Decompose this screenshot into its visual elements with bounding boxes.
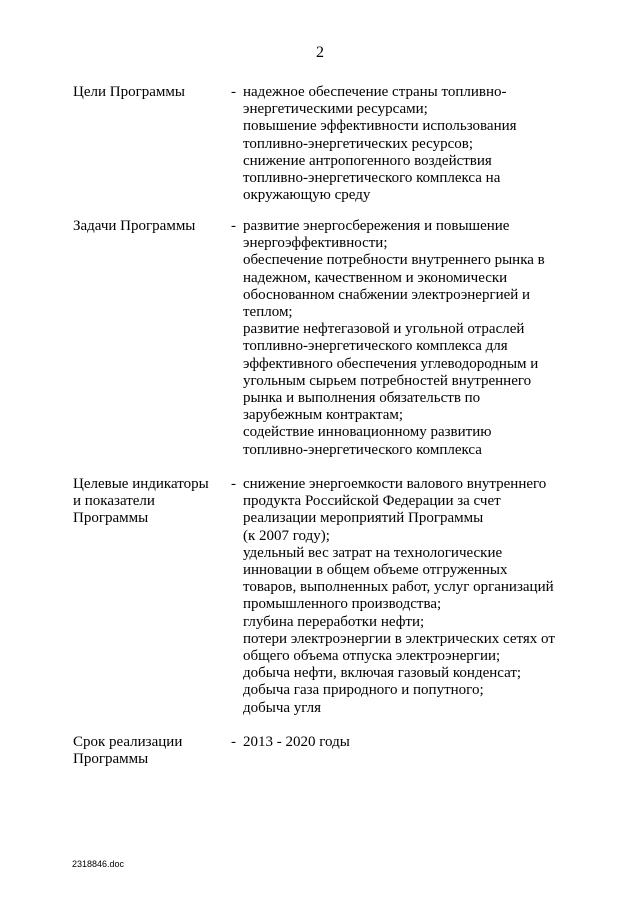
label-line: и показатели (73, 493, 155, 510)
text-line: повышение эффективности использования (243, 118, 517, 135)
text-line: обоснованном снабжении электроэнергией и (243, 286, 531, 303)
label-line: Цели Программы (73, 84, 185, 100)
text-line: энергетическими ресурсами; (243, 101, 428, 118)
section-text (243, 476, 573, 717)
section-label (73, 218, 223, 235)
text-line: удельный вес затрат на технологические (243, 544, 503, 561)
text-line: угольным сырьем потребностей внутреннего (243, 372, 532, 389)
dash: - (231, 84, 236, 100)
text-line: снижение энергоемкости валового внутреннего (243, 476, 547, 492)
text-line: содействие инновационному развитию (243, 424, 492, 441)
dash: - (231, 734, 236, 750)
section-label (73, 476, 223, 528)
text-line: рынка и выполнения обязательств по (243, 390, 481, 407)
text-line: 2013 - 2020 годы (243, 734, 350, 750)
text-line: окружающую среду (243, 187, 371, 204)
label-line: Срок реализации (73, 734, 183, 750)
section-label (73, 734, 223, 768)
text-line: снижение антропогенного воздействия (243, 152, 492, 169)
text-line: топливно-энергетического комплекса для (243, 338, 508, 355)
text-line: продукта Российской Федерации за счет (243, 493, 501, 510)
label-line: Задачи Программы (73, 218, 196, 234)
section-text (243, 84, 573, 204)
text-line: общего объема отпуска электроэнергии; (243, 648, 501, 665)
text-line: инновации в общем объеме отгруженных (243, 562, 508, 579)
text-line: зарубежным контрактам; (243, 407, 404, 424)
text-line: промышленного производства; (243, 596, 442, 613)
dash: - (231, 218, 236, 234)
text-line: добыча угля (243, 699, 322, 716)
section-label (73, 84, 223, 101)
text-line: развитие нефтегазовой и угольной отраслей (243, 321, 525, 338)
dash: - (231, 476, 236, 492)
file-name-footer: 2318846.doc (72, 859, 125, 869)
text-line: добыча нефти, включая газовый конденсат; (243, 665, 522, 682)
text-line: обеспечение потребности внутреннего рынка в (243, 252, 545, 269)
text-line: эффективного обеспечения углеводородным и (243, 355, 539, 372)
text-line: топливно-энергетических ресурсов; (243, 135, 474, 152)
text-line: топливно-энергетического комплекса (243, 441, 482, 458)
text-line: (к 2007 году); (243, 527, 330, 544)
text-line: товаров, выполненных работ, услуг организаций (243, 579, 554, 596)
text-line: надежное обеспечение страны топливно- (243, 84, 507, 100)
section-text (243, 218, 573, 459)
text-line: потери электроэнергии в электрических сетях от (243, 630, 555, 647)
label-line: Целевые индикаторы (73, 476, 209, 492)
text-line: энергоэффективности; (243, 235, 388, 252)
text-line: топливно-энергетического комплекса на (243, 170, 501, 187)
text-line: глубина переработки нефти; (243, 613, 425, 630)
text-line: развитие энергосбережения и повышение (243, 218, 510, 234)
label-line: Программы (73, 510, 149, 527)
text-line: теплом; (243, 304, 293, 321)
text-line: реализации мероприятий Программы (243, 510, 484, 527)
section-text (243, 734, 573, 751)
text-line: добыча газа природного и попутного; (243, 682, 484, 699)
page-number: 2 (316, 44, 324, 61)
text-line: надежном, качественном и экономически (243, 269, 508, 286)
label-line: Программы (73, 751, 149, 768)
